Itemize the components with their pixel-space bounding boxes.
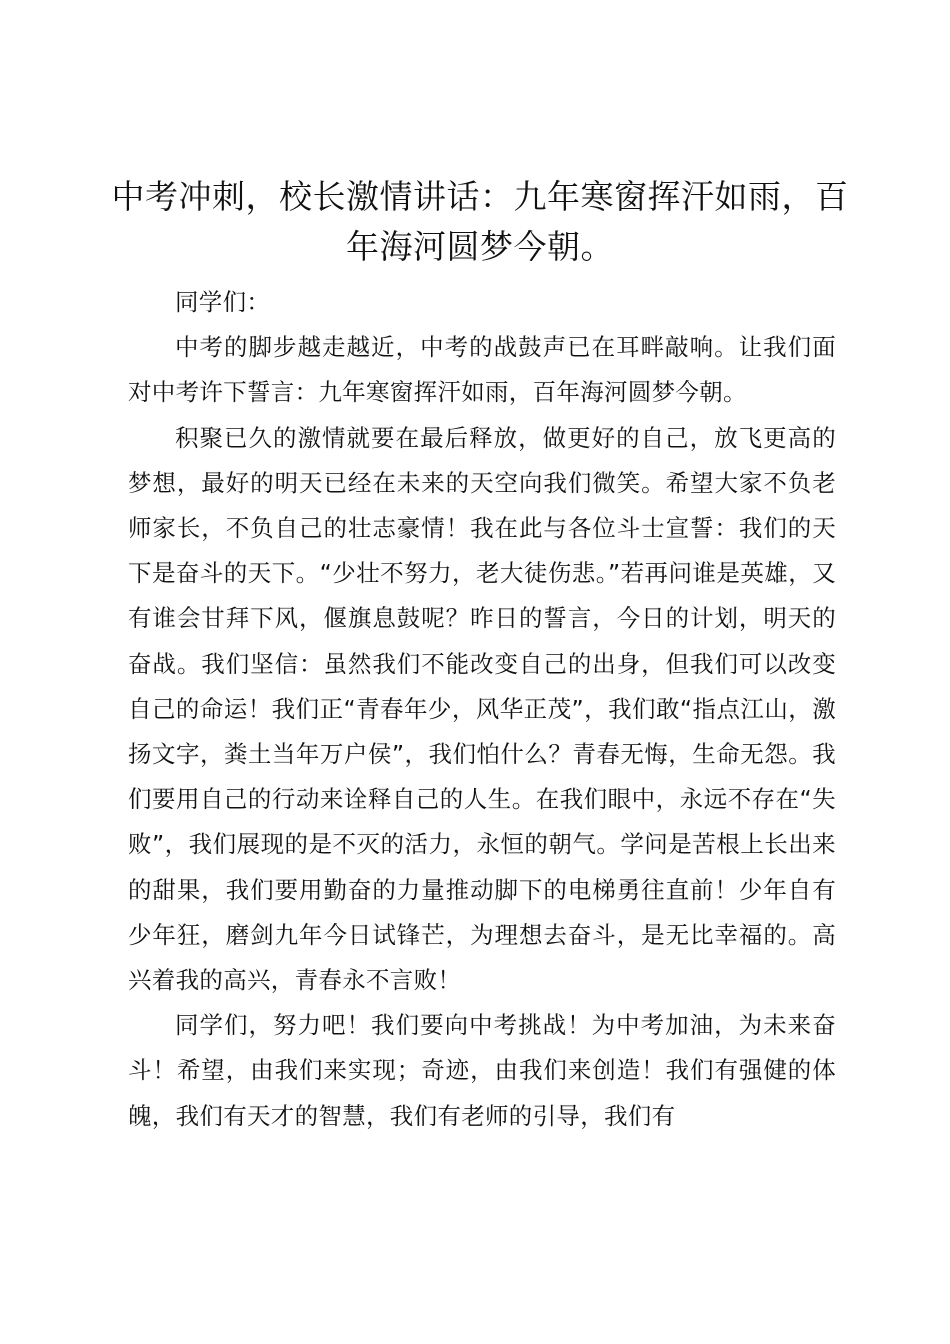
body-paragraph: 中考的脚步越走越近，中考的战鼓声已在耳畔敲响。让我们面对中考许下誓言：九年寒窗挥汗如雨，百年海河圆梦今朝。 <box>128 333 836 407</box>
salutation-paragraph: 同学们： <box>175 288 271 316</box>
document-body <box>128 280 836 1139</box>
body-paragraph: 积聚已久的激情就要在最后释放，做更好的自己，放飞更高的梦想，最好的明天已经在未来的天空向我们微笑。希望大家不负老师家长，不负自己的壮志豪情！我在此与各位斗士宣誓：我们的天下是奋斗的天下。“少壮不努力，老大徒伤悲。”若再问谁是英雄，又有谁会甘拜下风，偃旗息鼓呢？昨日的誓言，今日的计划，明天的奋战。我们坚信：虽然我们不能改变自己的出身，但我们可以改变自己的命运！我们正“青春年少，风华正茂”，我们敢“指点江山，激扬文字，粪土当年万户侯”，我们怕什么？青春无悔，生命无怨。我们要用自己的行动来诠释自己的人生。在我们眼中，永远不存在“失败”，我们展现的是不灭的活力，永恒的朝气。学问是苦根上长出来的甜果，我们要用勤奋的力量推动脚下的电梯勇往直前！少年自有少年狂，磨剑九年今日试锋芒，为理想去奋斗，是无比幸福的。高兴着我的高兴，青春永不言败！ <box>128 423 836 995</box>
document-title: 中考冲刺，校长激情讲话：九年寒窗挥汗如雨，百年海河圆梦今朝。 <box>111 177 849 266</box>
body-paragraph: 同学们，努力吧！我们要向中考挑战！为中考加油，为未来奋斗！希望，由我们来实现；奇迹，由我们来创造！我们有强健的体魄，我们有天才的智慧，我们有老师的引导，我们有 <box>128 1011 836 1130</box>
